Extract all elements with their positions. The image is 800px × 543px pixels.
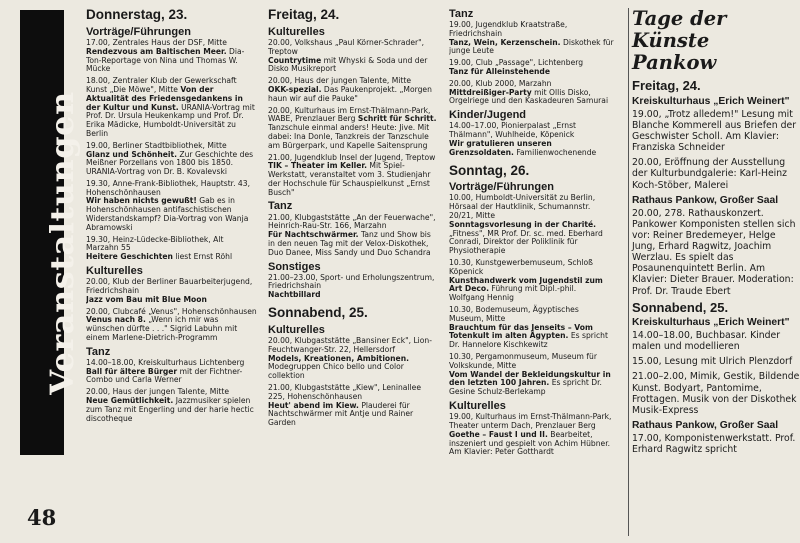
event-item: 20.00, Klub der Berliner Bauarbeiterjugend, Friedrichshain Jazz vom Bau mit Blue Moon	[86, 277, 253, 304]
event-item: 14.00–18.00, Kreiskulturhaus Lichtenberg Ball für ältere Bürger mit der Fichtner-Combo und Carla Werner	[86, 357, 245, 385]
category-heading: Kulturelles	[268, 25, 325, 38]
event-item: 18.00, Zentraler Klub der Gewerkschaft Kunst „Die Möwe", Mitte Von der Aktualität des Friedensgedankens in der Kultur und Kunst. URANIA-Vortrag mit Prof. Dr. Ursula Heukenkamp und Prof. Dr. Erika Mädicke, Humboldt-Universität zu Berlin	[86, 76, 255, 138]
event-item: 17.00, Zentrales Haus der DSF, Mitte Rendezvous am Baltischen Meer. Dia-Ton-Reportage von Nina und Thomas W. Mücke	[86, 37, 245, 74]
event-item: 14.00–17.00, Pionierpalast „Ernst Thälmann", Wuhlheide, Köpenick Wir gratulieren unseren Grenzsoldaten. Familienwochenende	[449, 121, 597, 157]
event-item: 19.00, Berliner Stadtbibliothek, Mitte Glanz und Schönheit. Zur Geschichte des Meißner Porzellans von 1800 bis 1850. URANIA-Vortrag von Dr. B. Kovalevski	[86, 140, 254, 177]
event-item: 15.00, Lesung mit Ulrich Plenzdorf	[632, 356, 793, 368]
day-heading: Sonntag, 26.	[449, 162, 530, 178]
event-item: 21.00–2.00, Mimik, Gestik, Bildende Kunst. Bodyart, Pantomime, Frottagen. Musik von der Diskothek Musik-Express	[632, 371, 800, 416]
event-item: 19.00, Kulturhaus im Ernst-Thälmann-Park, Theater unterm Dach, Prenzlauer Berg Goethe – Faust I und II. Bearbeitet, inszeniert und gespielt von Achim Hübner. Am Klavier: Peter Gotthardt	[449, 412, 612, 457]
category-heading: Tanz	[86, 345, 111, 358]
sidebar-strip	[0, 0, 81, 543]
event-item: 20.00, Haus der jungen Talente, Mitte OKK-spezial. Das Paukenprojekt. „Morgen haun wir auf die Pauke"	[268, 76, 432, 103]
event-item: 19.00, Jugendklub Kraatstraße, Friedrichshain Tanz, Wein, Kerzenschein. Diskothek für junge Leute	[449, 20, 614, 56]
event-item: 20.00, 278. Rathauskonzert. Pankower Komponisten stellen sich vor: Reiner Bredemeyer, Helge Jung, Erhard Ragwitz, Joachim Werzlau. Es spielt das Posaunenquintett Berlin. Am Klavier: Dieter Brauer. Moderation: Prof. Dr. Traude Ebert	[632, 207, 796, 297]
page-number: 48	[27, 505, 57, 530]
column-thursday	[86, 8, 258, 536]
event-item: 20.00, Volkshaus „Paul Körner-Schrader", Treptow Countrytime mit Whyski & Soda und der Disko Musikreport	[268, 37, 428, 74]
venue-heading: Rathaus Pankow, Großer Saal	[632, 194, 779, 206]
event-item: 21.00–23.00, Sport- und Erholungszentrum, Friedrichshain Nachtbillard	[268, 272, 435, 300]
day-heading: Donnerstag, 23.	[86, 8, 188, 22]
column-pankow	[628, 8, 800, 536]
event-item: 21.00, Jugendklub Insel der Jugend, Treptow TIK – Theater im Keller. Mit Spiel-Werkstatt, veranstaltet vom 3. Studienjahr der Hochschule für Schauspielkunst „Ernst Busch"	[268, 152, 436, 197]
day-heading: Sonnabend, 25.	[632, 299, 729, 315]
section-title: Veranstaltungen	[43, 91, 81, 395]
day-heading: Freitag, 24.	[632, 78, 701, 94]
category-heading: Kinder/Jugend	[449, 109, 527, 122]
category-heading: Kulturelles	[449, 400, 506, 413]
event-item: 10.30, Bodemuseum, Ägyptisches Museum, Mitte Brauchtum für das Jenseits – Vom Totenkult im alten Ägypten. Es spricht Dr. Hannelore Kischkewitz	[449, 305, 608, 350]
event-item: 17.00, Komponistenwerkstatt. Prof. Erhard Ragwitz spricht	[632, 432, 796, 455]
category-heading: Tanz	[268, 200, 293, 213]
section-title-band	[20, 10, 81, 455]
box-title: Tage der Künste Pankow	[632, 8, 727, 74]
category-heading: Kulturelles	[86, 265, 143, 278]
category-heading: Tanz	[449, 8, 474, 20]
column-friday	[268, 8, 438, 536]
category-heading: Kulturelles	[268, 323, 325, 336]
event-item: 10.00, Humboldt-Universität zu Berlin, Hörsaal der Hautklinik, Schumannstr. 20/21, Mitte Sonntagsvorlesung in der Charité. „Fitness", MR Prof. Dr. sc. med. Eberhard Conradi, Direktor der Poliklinik für Physiotherapie	[449, 193, 603, 256]
event-item: 14.00–18.00, Buchbasar. Kinder malen und modellieren	[632, 329, 781, 353]
venue-heading: Kreiskulturhaus „Erich Weinert"	[632, 317, 790, 329]
event-item: 19.00, „Trotz alledem!" Lesung mit Blanche Kommerell aus Briefen der Geschwister Scholl. Am Klavier: Franziska Schneider	[632, 108, 797, 154]
day-heading: Freitag, 24.	[268, 8, 340, 22]
event-item: 21.00, Klubgaststätte „Kiew", Leninallee 225, Hohenschönhausen Heut' abend im Kiew. Plauderei für Nachtschwärmer mit Antje und Rainer Garden	[268, 382, 422, 428]
event-item: 20.00, Klub 2000, Marzahn Mittdreißiger-Party mit Ollis Disko, Orgelriege und den Kaskadeuren Samurai	[449, 78, 609, 106]
event-item: 10.30, Kunstgewerbemuseum, Schloß Köpenick Kunsthandwerk vom Jugendstil zum Art Deco. Führung mit Dipl.-phil. Wolfgang Hennig	[449, 258, 603, 303]
event-item: 19.30, Anne-Frank-Bibliothek, Hauptstr. 43, Hohenschönhausen Wir haben nichts gewußt! Gab es in Hohenschönhausen antifaschistischen Widerstandskampf? Dia-Vortrag von Wanja Abramowski	[86, 178, 250, 232]
column-weekend	[449, 8, 614, 536]
venue-heading: Kreiskulturhaus „Erich Weinert"	[632, 95, 790, 107]
event-item: 10.30, Pergamonmuseum, Museum für Volkskunde, Mitte Vom Wandel der Bekleidungskultur in den letzten 100 Jahren. Es spricht Dr. Gesine Schulz-Berlekamp	[449, 352, 611, 397]
event-item: 20.00, Eröffnung der Ausstellung der Kulturbundgalerie: Karl-Heinz Koch-Stöber, Malerei	[632, 157, 788, 191]
event-item: 19.30, Heinz-Lüdecke-Bibliothek, Alt Marzahn 55 Heitere Geschichten liest Ernst Röhl	[86, 234, 233, 262]
day-heading: Sonnabend, 25.	[268, 305, 368, 321]
event-item: 20.00, Kulturhaus im Ernst-Thälmann-Park, WABE, Prenzlauer Berg Schritt für Schritt. Tanzschule einmal anders! Heute: Jive. Mit dabei: Ina Donle, Tanzkreis der Tanzschule am Bürgerpark, und Kapelle Saitensprung	[268, 105, 437, 150]
event-item: 19.00, Club „Passage", Lichtenberg Tanz für Alleinstehende	[449, 58, 584, 77]
venue-heading: Rathaus Pankow, Großer Saal	[632, 420, 779, 431]
category-heading: Sonstiges	[268, 260, 321, 273]
event-item: 20.00, Haus der jungen Talente, Mitte Neue Gemütlichkeit. Jazzmusiker spielen zum Tanz mit Engerling und der harie hectic discotheque	[86, 387, 254, 423]
category-heading: Vorträge/Führungen	[449, 181, 554, 194]
event-item: 21.00, Klubgaststätte „An der Feuerwache", Heinrich-Rau-Str. 166, Marzahn Für Nachtschwärmer. Tanz und Show bis in den neuen Tag mit der Velox-Diskothek, Duo Danee, Miss Sandy und Duo Schandra	[268, 212, 436, 257]
category-heading: Vorträge/Führungen	[86, 25, 191, 38]
event-item: 20.00, Klubgaststätte „Bansiner Eck", Lion-Feuchtwanger-Str. 22, Hellersdorf Models, Kreationen, Ambitionen. Modegruppen Chico bello und Color collektion	[268, 335, 432, 381]
event-item: 20.00, Clubcafé „Venus", Hohenschönhausen Venus nach 8. „Wenn ich mir was wünschen dürfte . . ." Sigrid Labuhn mit einem Marlene-Dietrich-Programm	[86, 306, 257, 342]
